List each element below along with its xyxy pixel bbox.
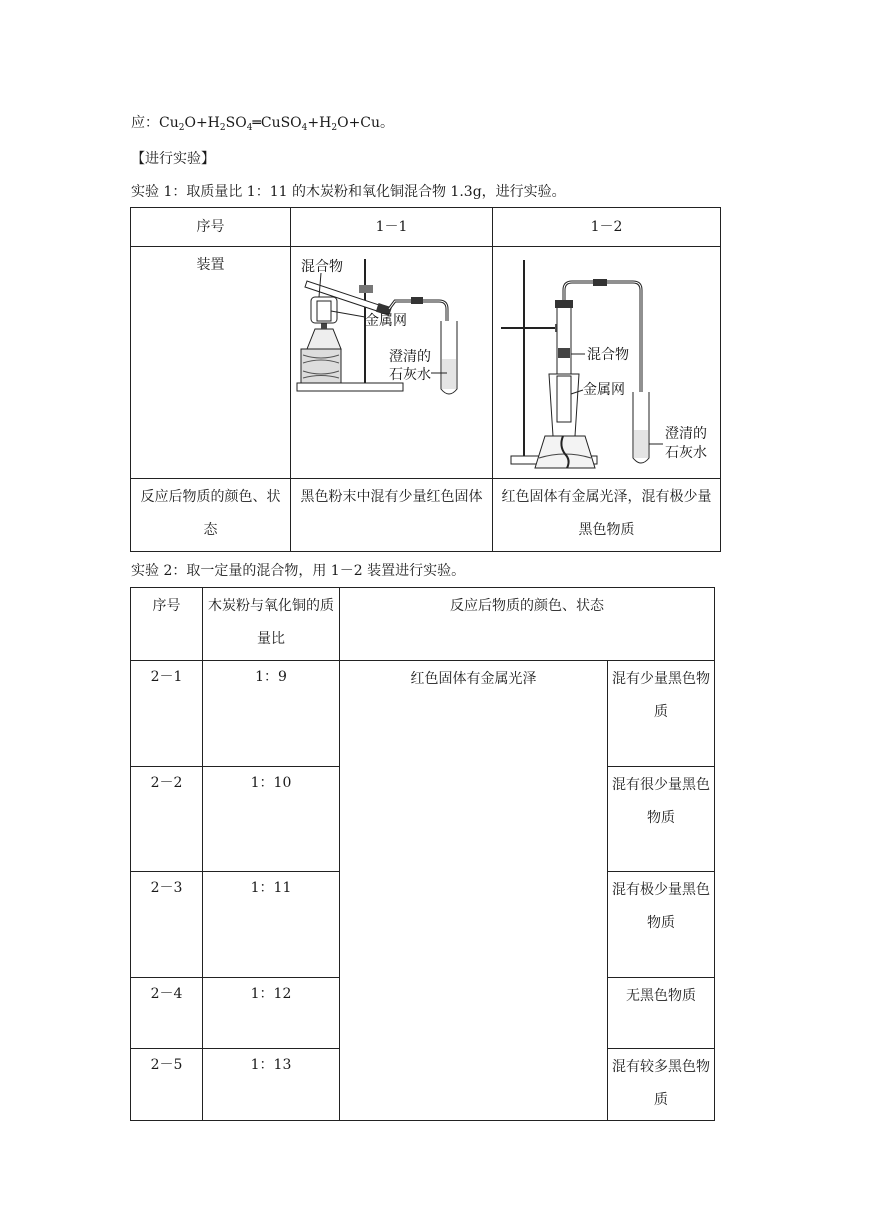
formula-text: SO [225,115,247,131]
exp1-header-row [131,208,721,247]
figure1-mesh-label: 金属网 [365,313,407,329]
row-id: 2－5 [131,1049,203,1121]
formula-subscript: 2 [331,123,338,133]
figure2-mesh-label: 金属网 [583,382,625,398]
figure2-mixture-label: 混合物 [587,347,629,363]
exp2-header-id: 序号 [152,598,181,614]
figure1-limewater-line1: 澄清的 [389,349,431,365]
apparatus-1-1-cell [291,247,493,479]
apparatus-1-1-figure [291,249,491,409]
figure1-limewater-line2: 石灰水 [389,367,431,383]
formula-text: Cu [159,115,179,131]
row-id: 2－1 [131,661,203,767]
row-id: 2－3 [131,872,203,978]
exp2-header-ratio-cell [203,588,340,661]
exp2-header-result: 反应后物质的颜色、状态 [450,598,604,614]
row-ratio: 1：11 [203,872,340,978]
exp2-header-result-cell [340,588,715,661]
formula-text: ═CuSO [252,115,302,131]
exp2-intro: 实验 2：取一定量的混合物，用 1－2 装置进行实验。 [131,563,466,579]
reaction-suffix: 。 [380,115,395,131]
row-id: 2－2 [131,767,203,872]
reaction-prefix: 应： [131,115,159,131]
result-1-1-cell [291,479,493,552]
row-note-cell [608,767,715,872]
common-result: 红色固体有金属光泽 [410,671,537,687]
figure2-limewater-line2: 石灰水 [665,445,707,461]
exp1-header-1-1: 1－1 [291,208,493,247]
result-1-2-cell [493,479,721,552]
exp1-table [130,207,721,552]
row-ratio: 1：10 [203,767,340,872]
figure1-mixture-label: 混合物 [301,259,343,275]
exp2-header-ratio: 木炭粉与氧化铜的质量比 [208,598,334,647]
row-note-cell [608,1049,715,1121]
exp1-apparatus-row [131,247,721,479]
formula-subscript: 2 [178,123,185,133]
row-note-cell [608,872,715,978]
exp1-header-id: 序号 [131,208,291,247]
result-1-2: 红色固体有金属光泽，混有极少量黑色物质 [501,489,712,538]
apparatus-label: 装置 [131,247,291,479]
exp2-header-id-cell [131,588,203,661]
common-result-cell [340,661,608,1121]
figure2-limewater-line1: 澄清的 [665,426,707,442]
exp1-header-1-2: 1－2 [493,208,721,247]
row-note: 混有极少量黑色物质 [612,882,710,931]
row-note: 混有少量黑色物质 [612,671,710,720]
row-id: 2－4 [131,978,203,1049]
row-note: 混有很少量黑色物质 [612,777,710,826]
result-label-cell [131,479,291,552]
row-ratio: 1：13 [203,1049,340,1121]
exp2-table [130,587,715,1121]
formula-text: O+H [184,115,220,131]
result-label: 反应后物质的颜色、状态 [140,489,281,538]
table-row [131,661,715,767]
row-note-cell [608,978,715,1049]
result-1-1: 黑色粉末中混有少量红色固体 [300,489,483,505]
exp1-intro: 实验 1：取质量比 1：11 的木炭粉和氧化铜混合物 1.3g，进行实验。 [131,184,566,200]
apparatus-1-2-figure [493,250,719,476]
formula-subscript: 4 [246,123,253,133]
row-note-cell [608,661,715,767]
apparatus-1-2-cell [493,247,721,479]
section-title: 【进行实验】 [131,151,215,167]
reaction-equation [131,112,394,133]
row-ratio: 1：9 [203,661,340,767]
exp1-result-row [131,479,721,552]
reaction-formula [159,115,380,131]
exp2-header-row [131,588,715,661]
row-note: 无黑色物质 [626,988,696,1004]
formula-subscript: 2 [219,123,226,133]
row-ratio: 1：12 [203,978,340,1049]
row-note: 混有较多黑色物质 [612,1059,710,1108]
formula-text: O+Cu [337,115,381,131]
formula-subscript: 4 [301,123,308,133]
formula-text: +H [307,115,332,131]
